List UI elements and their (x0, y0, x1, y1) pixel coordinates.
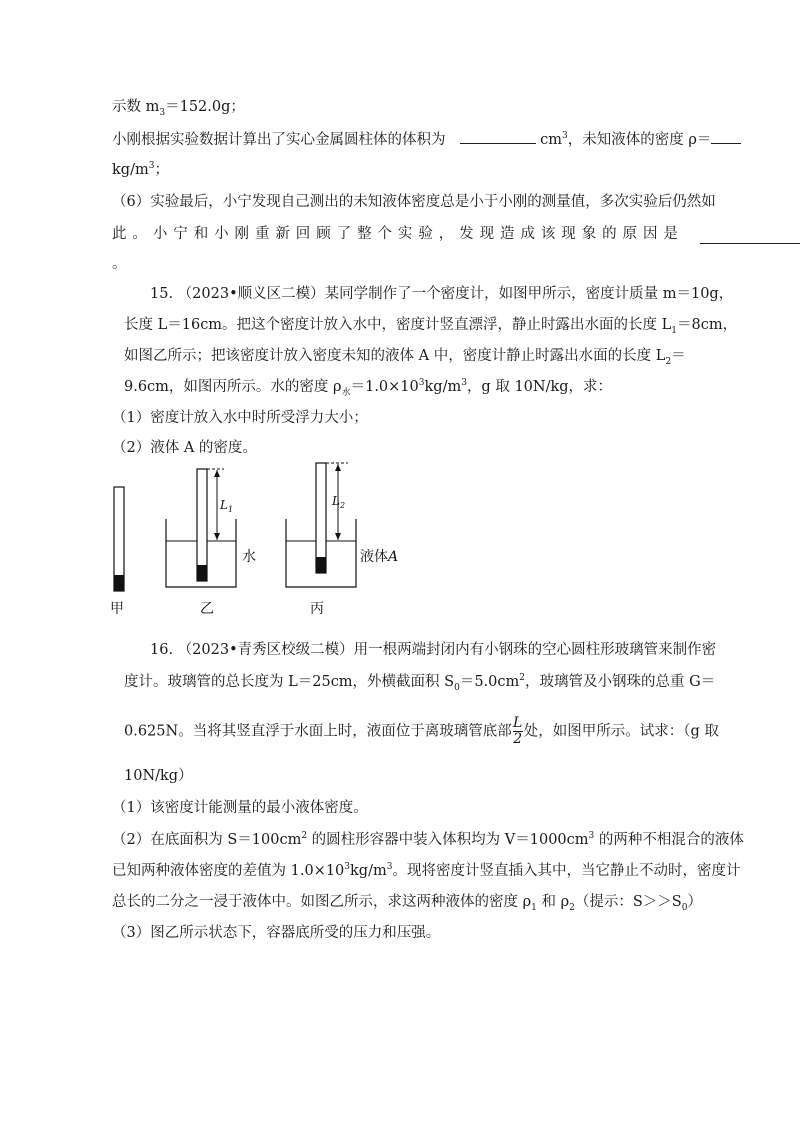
q14-line-6: 。 (112, 256, 127, 272)
q14-line-5-char: 造 (500, 226, 515, 242)
hydrometer-figure (100, 455, 420, 620)
q14-line-5-char: 了 (336, 226, 352, 242)
hydrometer-bing-weight (316, 557, 326, 573)
label-jia: 甲 (110, 601, 124, 617)
label-yi: 乙 (200, 601, 214, 617)
q14-line-5-char: 现 (479, 226, 495, 242)
figure-bing (286, 463, 398, 617)
q14-line-5-char: 个 (377, 226, 392, 242)
q14-line-5-char: ， (438, 226, 454, 242)
q14-line-5-char: 。 (132, 226, 147, 242)
q14-line-5-char: 象 (581, 226, 597, 242)
q15-line-5: （1）密度计放入水中时所受浮力大小； (112, 410, 368, 426)
q14-line-5-char: 因 (642, 226, 658, 242)
q14-line-5-char: 重 (254, 226, 270, 242)
q14-line-5-char: 原 (622, 226, 638, 242)
label-bing: 丙 (310, 601, 324, 617)
hydrometer-yi (197, 469, 207, 581)
q15-line-3: 如图乙所示；把该密度计放入密度未知的液体 A 中，密度计静止时露出水面的长度 $L_2=$ (124, 348, 686, 367)
q14-line-5-char: 小 (152, 226, 168, 242)
q14-line-5-char: 的 (602, 226, 617, 242)
label-liquid-A: 液体A (360, 549, 399, 565)
q16-line-2: 度计。玻璃管的总长度为 L＝25cm，外横截面积 $S_0=5.0cm^2$，玻璃管及小钢珠的总重 G＝ (124, 673, 716, 693)
q14-line-5-char: 顾 (316, 226, 331, 242)
fraction-L-over-2: $\frac{L}{2}$ (513, 715, 523, 747)
q16-line-3: 0.625N。当将其竖直浮于水面上时，液面位于离玻璃管底部 $\frac{L}{2}$ 处，如图甲所示。试求：（g 取 (124, 715, 719, 747)
q14-line-5-char: 宁 (173, 226, 188, 242)
q14-line-5-char: 此 (112, 226, 127, 242)
q14-line-5-char: 实 (397, 226, 413, 242)
hydrometer-yi-weight (197, 565, 207, 581)
q14-line-4: （6）实验最后，小宁发现自己测出的未知液体密度总是小于小刚的测量值，多次实验后仍然如 (112, 194, 716, 210)
reason-answer-blank[interactable] (700, 229, 800, 244)
q14-line-3: $kg/m^3$； (112, 161, 169, 178)
volume-answer-blank[interactable] (460, 129, 536, 144)
figure-jia (110, 487, 124, 617)
q14-line-5-char: 新 (275, 226, 290, 242)
q14-line-1: 示数 $m_3=152.0g$； (112, 99, 245, 118)
q14-line-5-char: 发 (459, 226, 474, 242)
q14-line-2: 小刚根据实验数据计算出了实心金属圆柱体的体积为 $cm^3$，未知液体的密度 ρ＝ (112, 129, 741, 150)
q16-line-9: （3）图乙所示状态下，容器底所受的压力和压强。 (112, 925, 441, 941)
q15-line-1: 15. （2023•顺义区二模）某同学制作了一个密度计，如图甲所示，密度计质量 m＝10g， (150, 286, 734, 302)
q16-line-6: （2）在底面积为 $S=100cm^2$ 的圆柱形容器中装入体积均为 $V=1000cm^3$ 的两种不相混合的液体 (112, 831, 744, 848)
q16-line-1: 16. （2023•青秀区校级二模）用一根两端封闭内有小钢珠的空心圆柱形玻璃管来制作密 (150, 642, 717, 658)
q14-line-5-char: 现 (561, 226, 576, 242)
density-answer-blank[interactable] (711, 129, 741, 144)
q14-line-5-char: 小 (214, 226, 229, 242)
q16-line-5: （1）该密度计能测量的最小液体密度。 (112, 800, 368, 816)
q14-line-5-char: 刚 (234, 226, 250, 242)
q15-line-4: 9.6cm，如图丙所示。水的密度 $\rho_水=1.0\times 10^3kg/m^3$，g 取 10N/kg，求： (124, 378, 613, 398)
q14-line-5-char: 是 (663, 226, 678, 242)
q16-line-8: 总长的二分之一浸于液体中。如图乙所示，求这两种液体的密度 $\rho_1$ 和 $\rho_2$（提示：$S>>S_0$） (112, 894, 702, 913)
hydrometer-weight (114, 575, 124, 591)
q14-line-5-char: 该 (540, 226, 556, 242)
q15-line-6: （2）液体 A 的密度。 (112, 440, 257, 456)
label-water: 水 (242, 549, 256, 565)
q15-line-2: 长度 L＝16cm。把这个密度计放入水中，密度计竖直漂浮，静止时露出水面的长度 $L_1=8cm$， (124, 317, 738, 336)
label-L1: $L_1$ (220, 498, 234, 514)
q14-line-5-char: 和 (193, 226, 209, 242)
q14-line-5-char: 整 (357, 226, 372, 242)
hydrometer-bing (316, 463, 326, 573)
q16-line-7: 已知两种液体密度的差值为 $1.0\times 10^3kg/m^3$。现将密度计竖直插入其中，当它静止不动时，密度计 (112, 862, 741, 879)
label-L2: $L_2$ (332, 494, 346, 510)
q16-line-4: 10N/kg） (124, 768, 193, 784)
q14-line-5-char: 验 (418, 226, 433, 242)
q14-line-5-char: 回 (295, 226, 311, 242)
figure-yi (166, 469, 256, 617)
q14-line-5-char: 成 (520, 226, 535, 242)
q14-line-5 (112, 224, 678, 244)
